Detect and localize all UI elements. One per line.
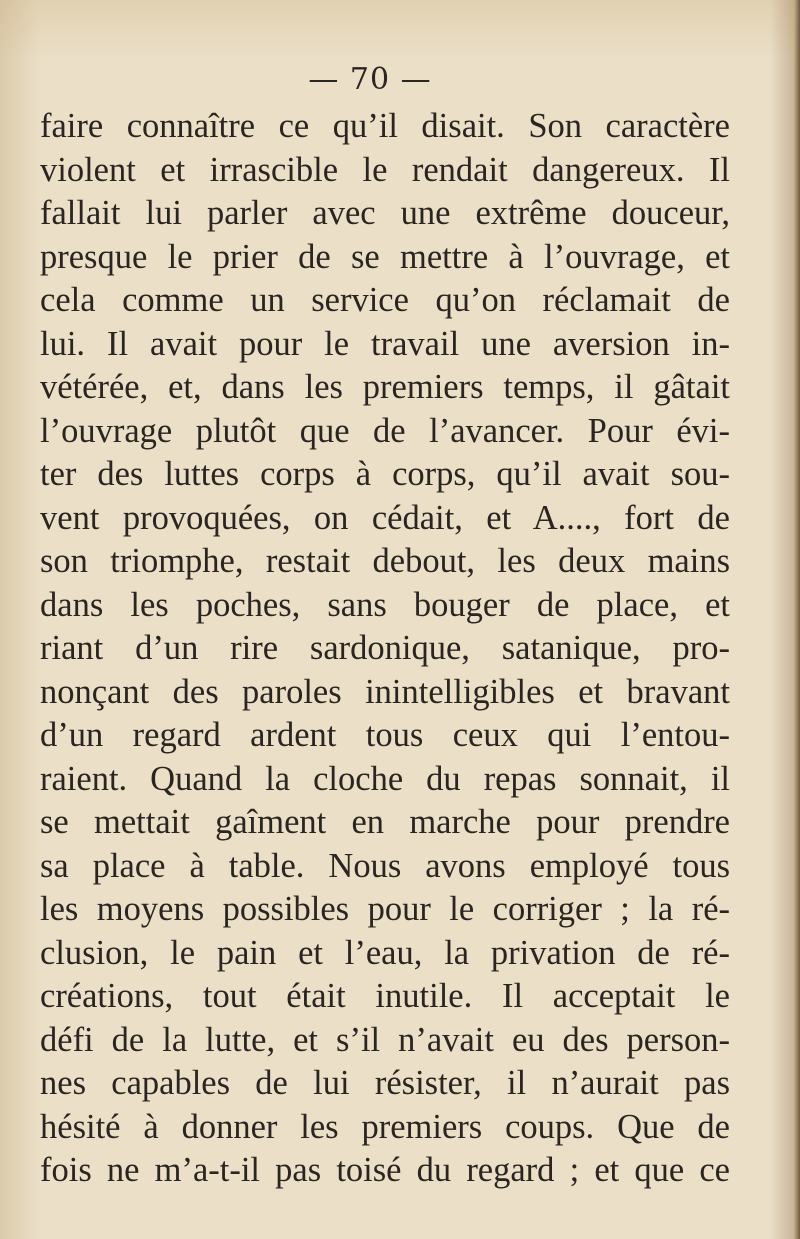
text-line: se mettait gaîment en marche pour prendre xyxy=(40,803,730,841)
text-line: son triomphe, restait debout, les deux mains xyxy=(40,542,730,580)
text-line: les moyens possibles pour le corriger ; la ré- xyxy=(40,890,730,928)
text-line: dans les poches, sans bouger de place, et xyxy=(40,585,730,624)
text-line: raient. Quand la cloche du repas sonnait, il xyxy=(40,759,730,798)
text-line: l’ouvrage plutôt que de l’avancer. Pour évi- xyxy=(40,411,730,450)
text-line: fois ne m’a-t-il pas toisé du regard ; et que ce xyxy=(40,1151,730,1189)
page-edge-shadow xyxy=(794,0,800,1239)
text-line: ter des luttes corps à corps, qu’il avait sou- xyxy=(40,455,730,493)
text-line: riant d’un rire sardonique, satanique, pro- xyxy=(40,629,730,667)
body-text xyxy=(40,105,730,1193)
text-line: défi de la lutte, et s’il n’avait eu des person- xyxy=(40,1020,730,1059)
text-line: faire connaître ce qu’il disait. Son caractère xyxy=(40,107,730,145)
text-line: fallait lui parler avec une extrême douceur, xyxy=(40,194,730,232)
text-line: d’un regard ardent tous ceux qui l’entou- xyxy=(40,716,730,754)
text-line: nes capables de lui résister, il n’aurait pas xyxy=(40,1064,730,1102)
page-number: — 70 — xyxy=(308,62,432,97)
text-line: nonçant des paroles inintelligibles et bravant xyxy=(40,672,730,711)
text-line: hésité à donner les premiers coups. Que de xyxy=(40,1107,730,1146)
text-line: créations, tout était inutile. Il acceptait le xyxy=(40,977,730,1015)
text-line: cela comme un service qu’on réclamait de xyxy=(40,281,730,319)
text-line: vétérée, et, dans les premiers temps, il gâtait xyxy=(40,368,730,406)
text-line: lui. Il avait pour le travail une aversion in- xyxy=(40,324,730,363)
text-line: violent et irrascible le rendait dangereux. Il xyxy=(40,150,730,189)
text-line: sa place à table. Nous avons employé tous xyxy=(40,846,730,885)
text-line: presque le prier de se mettre à l’ouvrage, et xyxy=(40,237,730,276)
text-line: clusion, le pain et l’eau, la privation de ré- xyxy=(40,933,730,972)
text-line: vent provoquées, on cédait, et A...., fort de xyxy=(40,498,730,537)
